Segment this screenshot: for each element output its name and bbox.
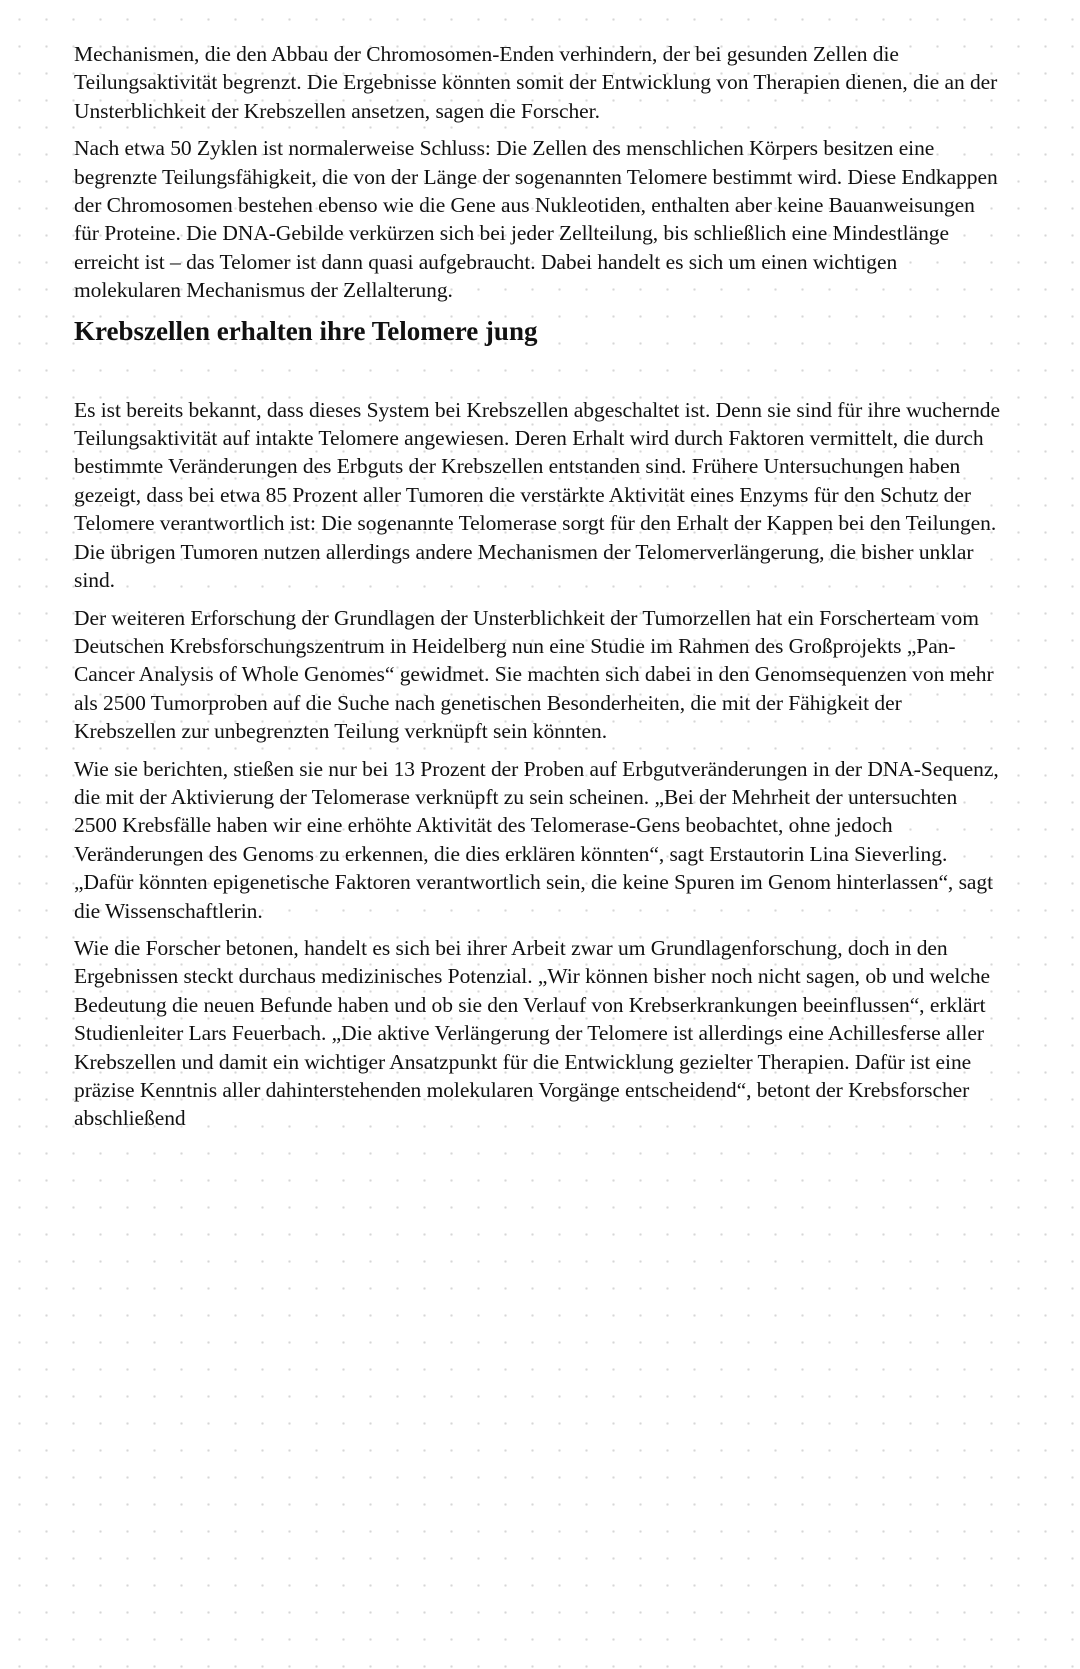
- article-paragraph: Der weiteren Erforschung der Grundlagen der Unsterblichkeit der Tumorzellen hat ein Forscherteam vom Deutschen Krebsforschungszentrum in Heidelberg nun eine Studie im Rahmen des Großprojekts „Pan-Cancer Analysis of Whole Genomes“ gewidmet. Sie machten sich dabei in den Genomsequenzen von mehr als 2500 Tumorproben auf die Suche nach genetischen Besonderheiten, die mit der Fähigkeit der Krebszellen zur unbegrenzten Teilung verknüpft sein könnten.: [74, 605, 994, 744]
- section-heading: Krebszellen erhalten ihre Telomere jung: [74, 315, 538, 346]
- article-paragraph: Es ist bereits bekannt, dass dieses System bei Krebszellen abgeschaltet ist. Denn sie sind für ihre wuchernde Teilungsaktivität auf intakte Telomere angewiesen. Deren Erhalt wird durch Faktoren vermittelt, die durch bestimmte Veränderungen des Erbguts der Krebszellen entstanden sind. Frühere Untersuchungen haben gezeigt, dass bei etwa 85 Prozent aller Tumoren die verstärkte Aktivität eines Enzyms für den Schutz der Telomere verantwortlich ist: Die sogenannte Telomerase sorgt für den Erhalt der Kappen bei den Teilungen. Die übrigen Tumoren nutzen allerdings andere Mechanismen der Telomerverlängerung, die bisher unklar sind.: [74, 397, 1000, 593]
- article-body: [74, 40, 1004, 1142]
- article-paragraph: Mechanismen, die den Abbau der Chromosomen-Enden verhindern, der bei gesunden Zellen die Teilungsaktivität begrenzt. Die Ergebnisse könnten somit der Entwicklung von Therapien dienen, die an der Unsterblichkeit der Krebszellen ansetzen, sagen die Forscher.: [74, 42, 998, 123]
- article-paragraph: Wie die Forscher betonen, handelt es sich bei ihrer Arbeit zwar um Grundlagenforschung, doch in den Ergebnissen steckt durchaus medizinisches Potenzial. „Wir können bisher noch nicht sagen, ob und welche Bedeutung die neuen Befunde haben und ob sie den Verlauf von Krebserkrankungen beeinflussen“, erklärt Studienleiter Lars Feuerbach. „Die aktive Verlängerung der Telomere ist allerdings eine Achillesferse aller Krebszellen und damit ein wichtiger Ansatzpunkt für die Entwicklung gezielter Therapien. Dafür ist eine präzise Kenntnis aller dahinterstehenden molekularen Vorgänge entscheidend“, betont der Krebsforscher abschließend: [74, 935, 991, 1131]
- article-paragraph: Wie sie berichten, stießen sie nur bei 13 Prozent der Proben auf Erbgutveränderungen in der DNA-Sequenz, die mit der Aktivierung der Telomerase verknüpft zu sein scheinen. „Bei der Mehrheit der untersuchten 2500 Krebsfälle haben wir eine erhöhte Aktivität des Telomerase-Gens beobachtet, ohne jedoch Veränderungen des Genoms zu erkennen, die dies erklären könnten“, sagt Erstautorin Lina Sieverling. „Dafür könnten epigenetische Faktoren verantwortlich sein, die keine Spuren im Genom hinterlassen“, sagt die Wissenschaftlerin.: [74, 756, 999, 923]
- article-paragraph: Nach etwa 50 Zyklen ist normalerweise Schluss: Die Zellen des menschlichen Körpers besitzen eine begrenzte Teilungsfähigkeit, die von der Länge der sogenannten Telomere bestimmt wird. Diese Endkappen der Chromosomen bestehen ebenso wie die Gene aus Nukleotiden, enthalten aber keine Bauanweisungen für Proteine. Die DNA-Gebilde verkürzen sich bei jeder Zellteilung, bis schließlich eine Mindestlänge erreicht ist – das Telomer ist dann quasi aufgebraucht. Dabei handelt es sich um einen wichtigen molekularen Mechanismus der Zellalterung.: [74, 136, 998, 303]
